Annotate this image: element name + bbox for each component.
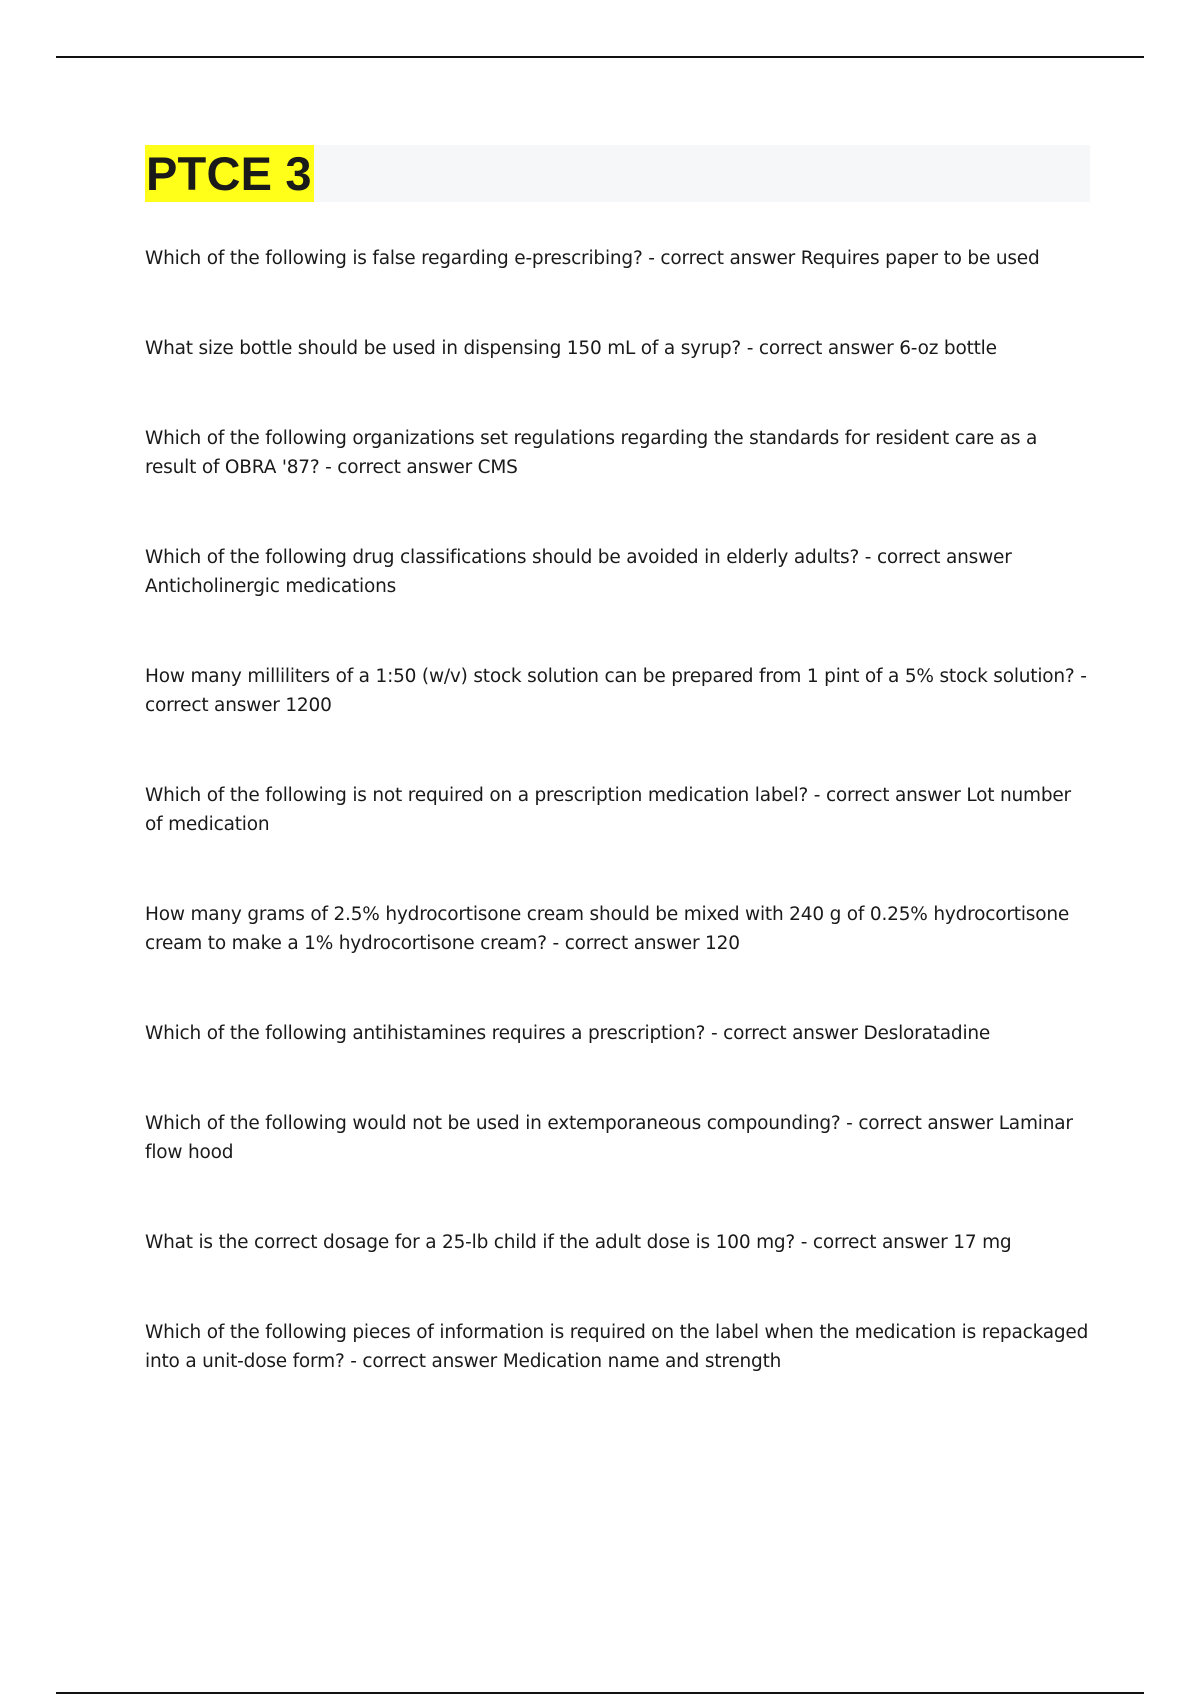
qa-item: Which of the following is false regarding e-prescribing? - correct answer Requires paper to be used — [145, 248, 1040, 269]
qa-item: What is the correct dosage for a 25-lb child if the adult dose is 100 mg? - correct answer 17 mg — [145, 1232, 1012, 1253]
qa-list — [145, 244, 1090, 1376]
qa-item: Which of the following is not required on a prescription medication label? - correct answer Lot number of medication — [145, 785, 1071, 835]
qa-item: Which of the following drug classifications should be avoided in elderly adults? - correct answer Anticholinergic medications — [145, 547, 1012, 597]
title-band — [145, 145, 1090, 202]
qa-item: Which of the following organizations set regulations regarding the standards for resident care as a result of OBRA '87? - correct answer CMS — [145, 428, 1038, 478]
qa-item: Which of the following antihistamines requires a prescription? - correct answer Desloratadine — [145, 1023, 991, 1044]
qa-item: How many grams of 2.5% hydrocortisone cream should be mixed with 240 g of 0.25% hydrocortisone cream to make a 1% hydrocortisone cream? - correct answer 120 — [145, 904, 1070, 954]
page-title: PTCE 3 — [146, 147, 312, 200]
qa-item: How many milliliters of a 1:50 (w/v) stock solution can be prepared from 1 pint of a 5% stock solution? - correct answer 1200 — [145, 666, 1087, 716]
page-top-rule — [56, 56, 1144, 58]
page-bottom-rule — [56, 1692, 1144, 1694]
qa-item: Which of the following pieces of information is required on the label when the medication is repackaged into a unit-dose form? - correct answer Medication name and strength — [145, 1322, 1089, 1372]
document-content — [145, 145, 1090, 1437]
qa-item: What size bottle should be used in dispensing 150 mL of a syrup? - correct answer 6-oz bottle — [145, 338, 997, 359]
qa-item: Which of the following would not be used in extemporaneous compounding? - correct answer Laminar flow hood — [145, 1113, 1073, 1163]
